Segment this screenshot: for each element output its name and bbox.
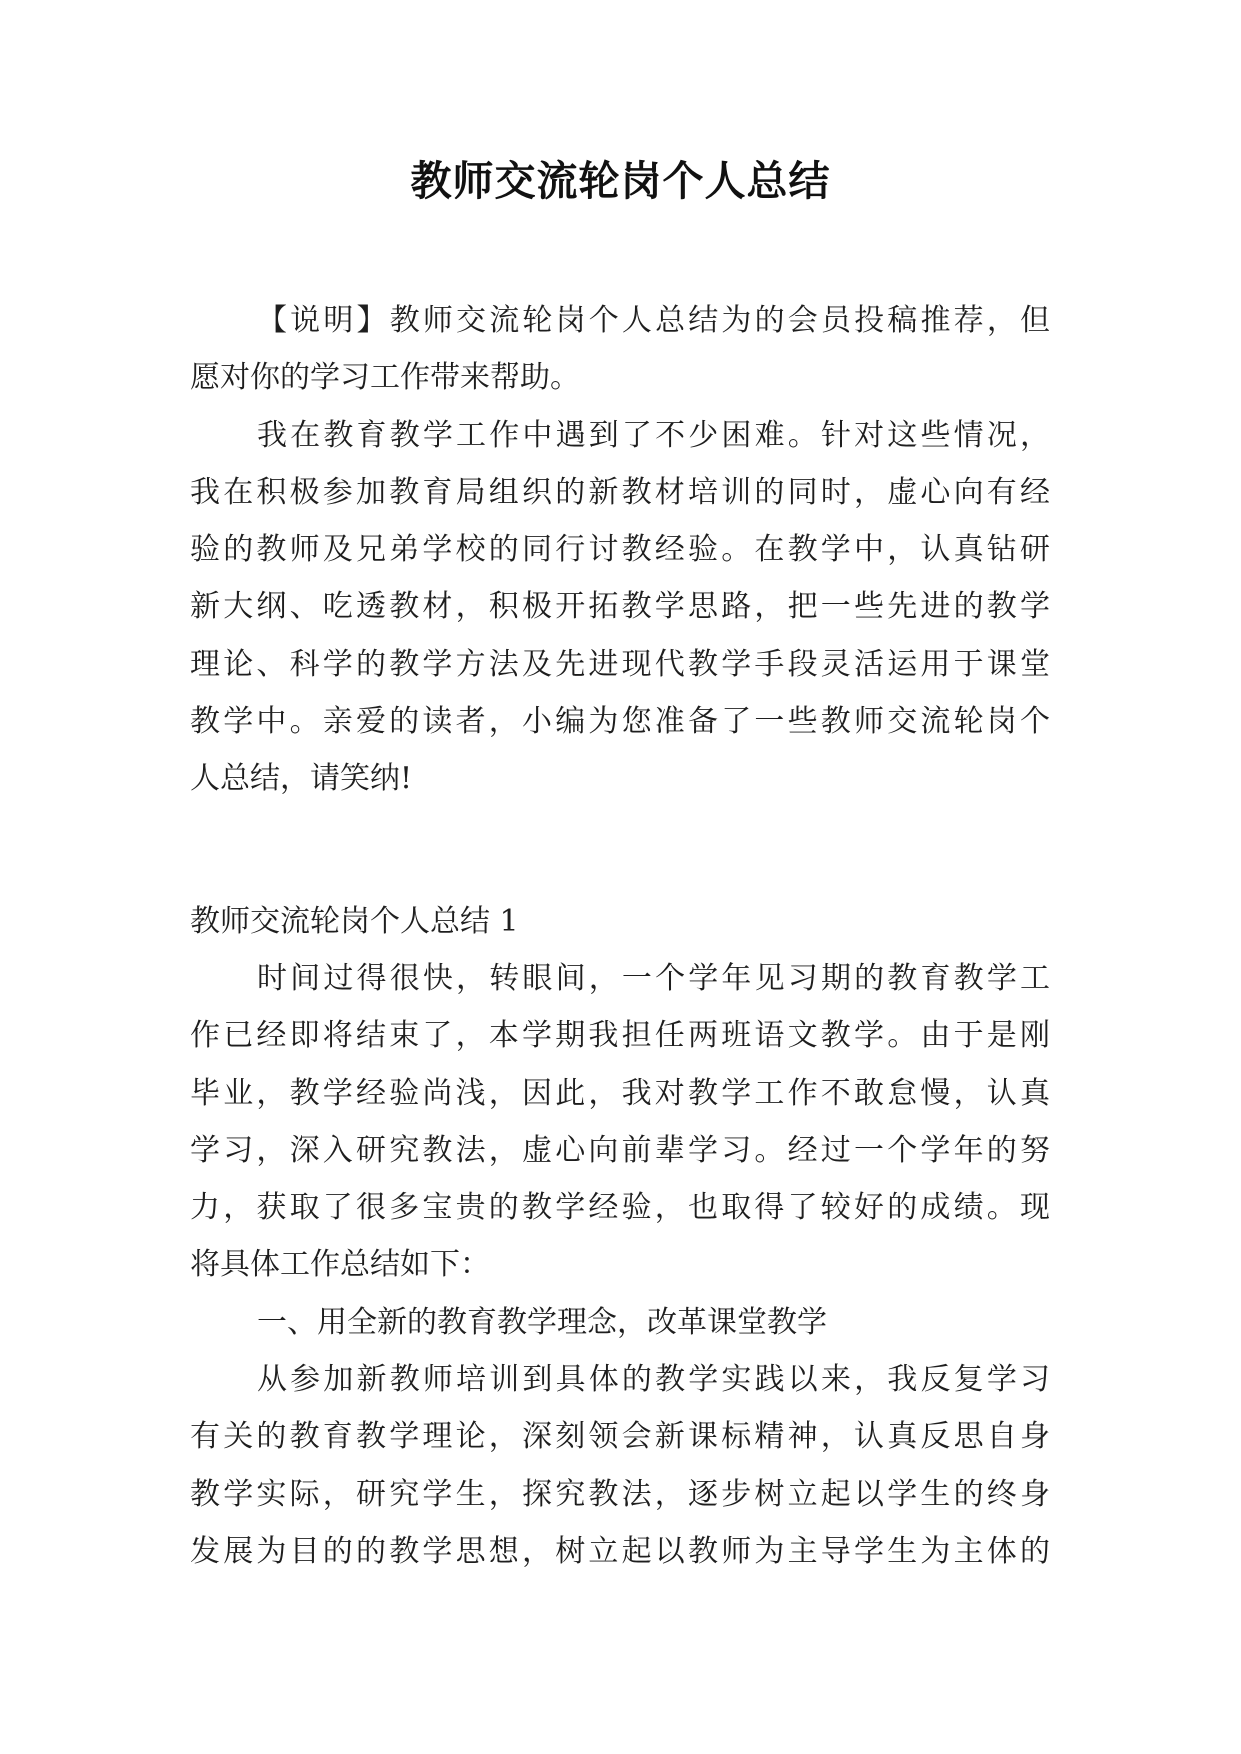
text-line: 【说明】教师交流轮岗个人总结为的会员投稿推荐，但: [257, 303, 1050, 338]
text-line: 毕业，教学经验尚浅，因此，我对教学工作不敢怠慢，认真: [190, 1075, 1050, 1111]
text-line: 学习，深入研究教法，虚心向前辈学习。经过一个学年的努: [190, 1132, 1050, 1168]
text-line: 我在积极参加教育局组织的新教材培训的同时，虚心向有经: [190, 474, 1050, 510]
text-line: 作已经即将结束了，本学期我担任两班语文教学。由于是刚: [190, 1018, 1050, 1054]
text-line: 教学实际，研究学生，探究教法，逐步树立起以学生的终身: [190, 1476, 1050, 1512]
section-paragraph: [190, 1351, 1050, 1580]
text-line: 人总结，请笑纳!: [190, 761, 413, 797]
text-line: 教学中。亲爱的读者，小编为您准备了一些教师交流轮岗个: [190, 704, 1050, 740]
document-title: 教师交流轮岗个人总结: [410, 157, 831, 205]
text-line: 有关的教育教学理论，深刻领会新课标精神，认真反思自身: [190, 1419, 1050, 1455]
text-line: 新大纲、吃透教材，积极开拓教学思路，把一些先进的教学: [190, 589, 1050, 625]
section-paragraph: [190, 950, 1050, 1294]
text-line: 将具体工作总结如下：: [190, 1247, 490, 1283]
intro-paragraph: [190, 407, 1050, 808]
text-line: 一、用全新的教育教学理念，改革课堂教学: [257, 1304, 827, 1340]
text-line: 时间过得很快，转眼间，一个学年见习期的教育教学工: [257, 960, 1050, 996]
text-line: 从参加新教师培训到具体的教学实践以来，我反复学习: [257, 1362, 1050, 1398]
text-line: 发展为目的的教学思想，树立起以教师为主导学生为主体的: [190, 1533, 1050, 1569]
text-line: 我在教育教学工作中遇到了不少困难。针对这些情况，: [257, 417, 1050, 453]
section-subheading: [190, 1294, 1050, 1351]
text-line: 力，获取了很多宝贵的教学经验，也取得了较好的成绩。现: [190, 1190, 1050, 1226]
section-heading: 教师交流轮岗个人总结 1: [190, 903, 519, 939]
intro-paragraph: [190, 292, 1050, 407]
text-line: 理论、科学的教学方法及先进现代教学手段灵活运用于课堂: [190, 646, 1050, 682]
paragraph-gap: [190, 808, 1050, 893]
text-line: 验的教师及兄弟学校的同行讨教经验。在教学中，认真钻研: [190, 532, 1050, 568]
text-line: 愿对你的学习工作带来帮助。: [190, 360, 580, 396]
document-body: [190, 292, 1050, 1580]
